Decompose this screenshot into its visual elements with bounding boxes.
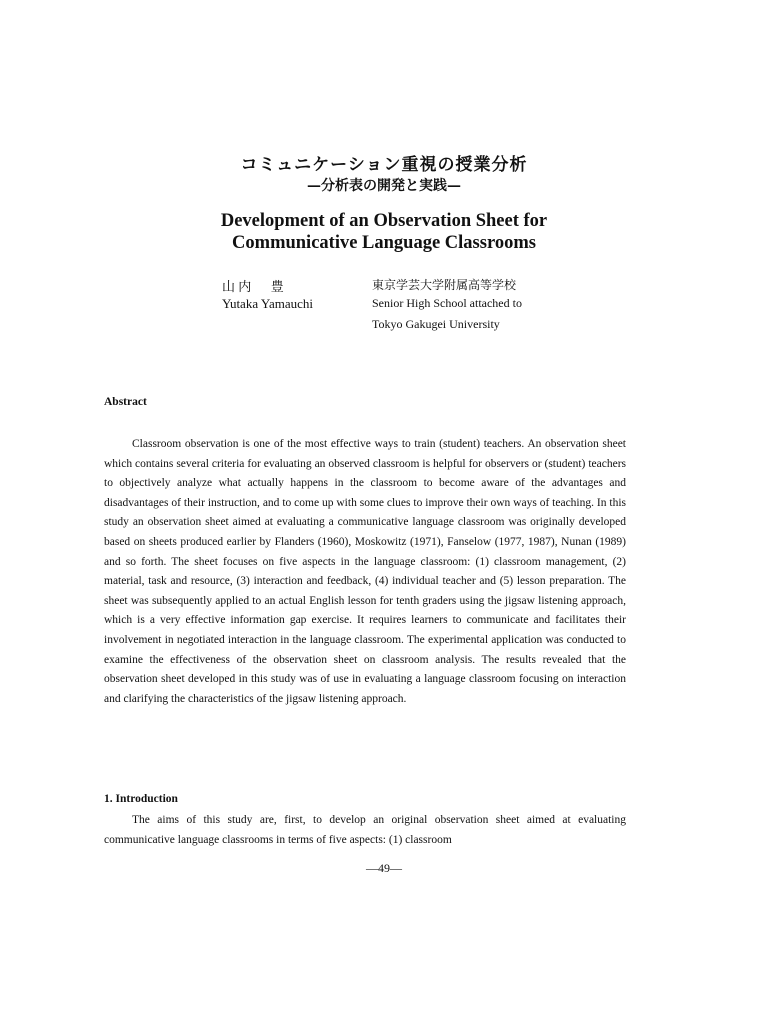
english-title-line-1: Development of an Observation Sheet for — [220, 211, 548, 231]
abstract-text: Classroom observation is one of the most effective ways to train (student) teachers. An observation sheet which contains several criteria for evaluating an observed classroom is helpful for observers or (student) teachers to objectively analyze what actually happens in the classroom to become aware of the advantages and disadvantages of their instruction, and to come up with some clues to improve their own ways of teaching. In this study an observation sheet aimed at evaluating a communicative language classroom was originally developed based on sheets produced earlier by Flanders (1960), Moskowitz (1971), Fanselow (1977, 1987), Nunan (1989) and so forth. The sheet focuses on five aspects in the language classroom: (1) classroom management, (2) material, task and resource, (3) interaction and feedback, (4) individual teacher and (5) lesson preparation. The sheet was subsequently applied to an actual English lesson for tenth graders using the jigsaw listening approach, which is a very effective information gap exercise. It requires learners to communicate and facilitates their involvement in negotiated interaction in the language classroom. The experimental application was conducted to examine the effectiveness of the observation sheet on classroom analysis. The results revealed that the observation sheet developed in this study was of use in evaluating a language classroom focusing on interaction and clarifying the characteristics of the jigsaw listening approach. — [104, 438, 626, 705]
japanese-subtitle: —分析表の開発と実践— — [307, 178, 461, 194]
introduction-heading: 1. Introduction — [104, 793, 178, 805]
page-number: —49— — [366, 861, 402, 875]
japanese-title: コミュニケーション重視の授業分析 — [240, 155, 528, 175]
abstract-heading: Abstract — [104, 396, 147, 408]
english-title-line-2: Communicative Language Classrooms — [232, 233, 536, 253]
author-affiliation-en-line-1: Senior High School attached to — [372, 296, 522, 310]
english-title — [0, 210, 768, 254]
author-affiliation-jp: 東京学芸大学附属高等学校 — [372, 278, 517, 292]
author-affiliation-en-line-2: Tokyo Gakugei University — [372, 317, 500, 331]
author-name-en: Yutaka Yamauchi — [222, 296, 313, 311]
author-name-jp: 山 内 豊 — [222, 279, 284, 294]
introduction-text: The aims of this study are, first, to develop an original observation sheet aimed at evaluating communicative language classrooms in terms of five aspects: (1) classroom — [104, 814, 626, 846]
